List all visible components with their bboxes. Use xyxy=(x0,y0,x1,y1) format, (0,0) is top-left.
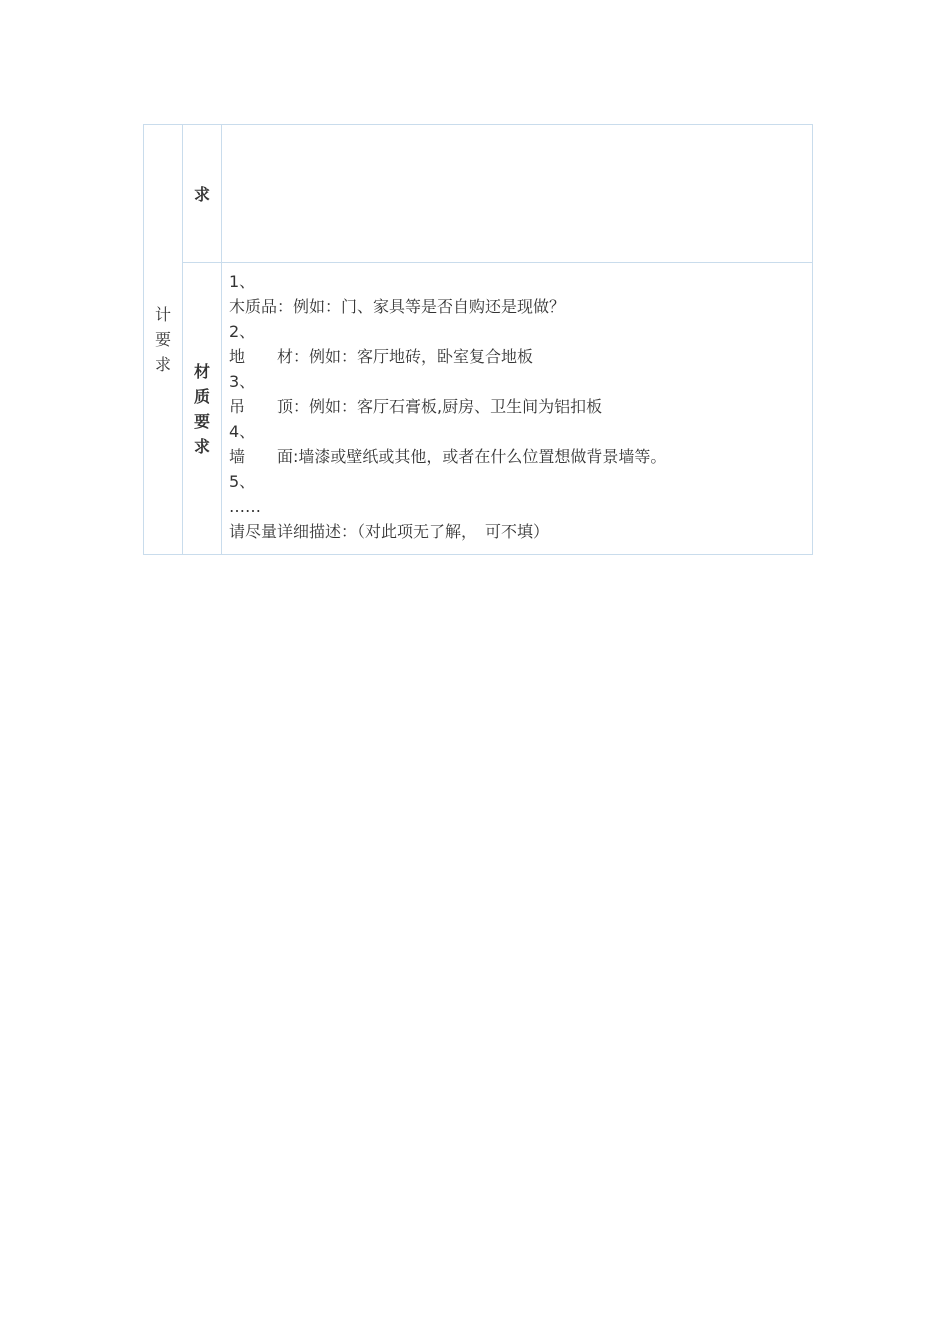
list-item: 墙 面:墙漆或壁纸或其他，或者在什么位置想做背景墙等。 xyxy=(229,447,667,466)
materials-content-cell xyxy=(222,263,813,555)
merged-label-cell xyxy=(144,125,183,555)
table-row xyxy=(144,263,813,555)
list-item: …… xyxy=(229,497,261,516)
content-cell-empty xyxy=(222,125,813,263)
list-item: 吊 顶：例如：客厅石膏板,厨房、卫生间为铝扣板 xyxy=(229,397,603,416)
materials-label: 材质要求 xyxy=(193,361,210,456)
row-label: 求 xyxy=(193,185,210,204)
list-item: 5、 xyxy=(229,472,256,491)
list-item: 1、 xyxy=(229,272,256,291)
table-row xyxy=(144,125,813,263)
requirements-table xyxy=(143,124,813,555)
list-item: 木质品：例如：门、家具等是否自购还是现做？ xyxy=(229,297,566,316)
merged-label: 计要求 xyxy=(154,305,171,374)
list-item: 4、 xyxy=(229,422,256,441)
list-item: 地 材：例如：客厅地砖，卧室复合地板 xyxy=(229,347,534,366)
list-item: 请尽量详细描述：（对此项无了解， 可不填） xyxy=(229,522,550,541)
list-item: 2、 xyxy=(229,322,256,341)
row-label-cell xyxy=(183,125,222,263)
materials-list xyxy=(229,269,812,544)
row-label-cell xyxy=(183,263,222,555)
list-item: 3、 xyxy=(229,372,256,391)
